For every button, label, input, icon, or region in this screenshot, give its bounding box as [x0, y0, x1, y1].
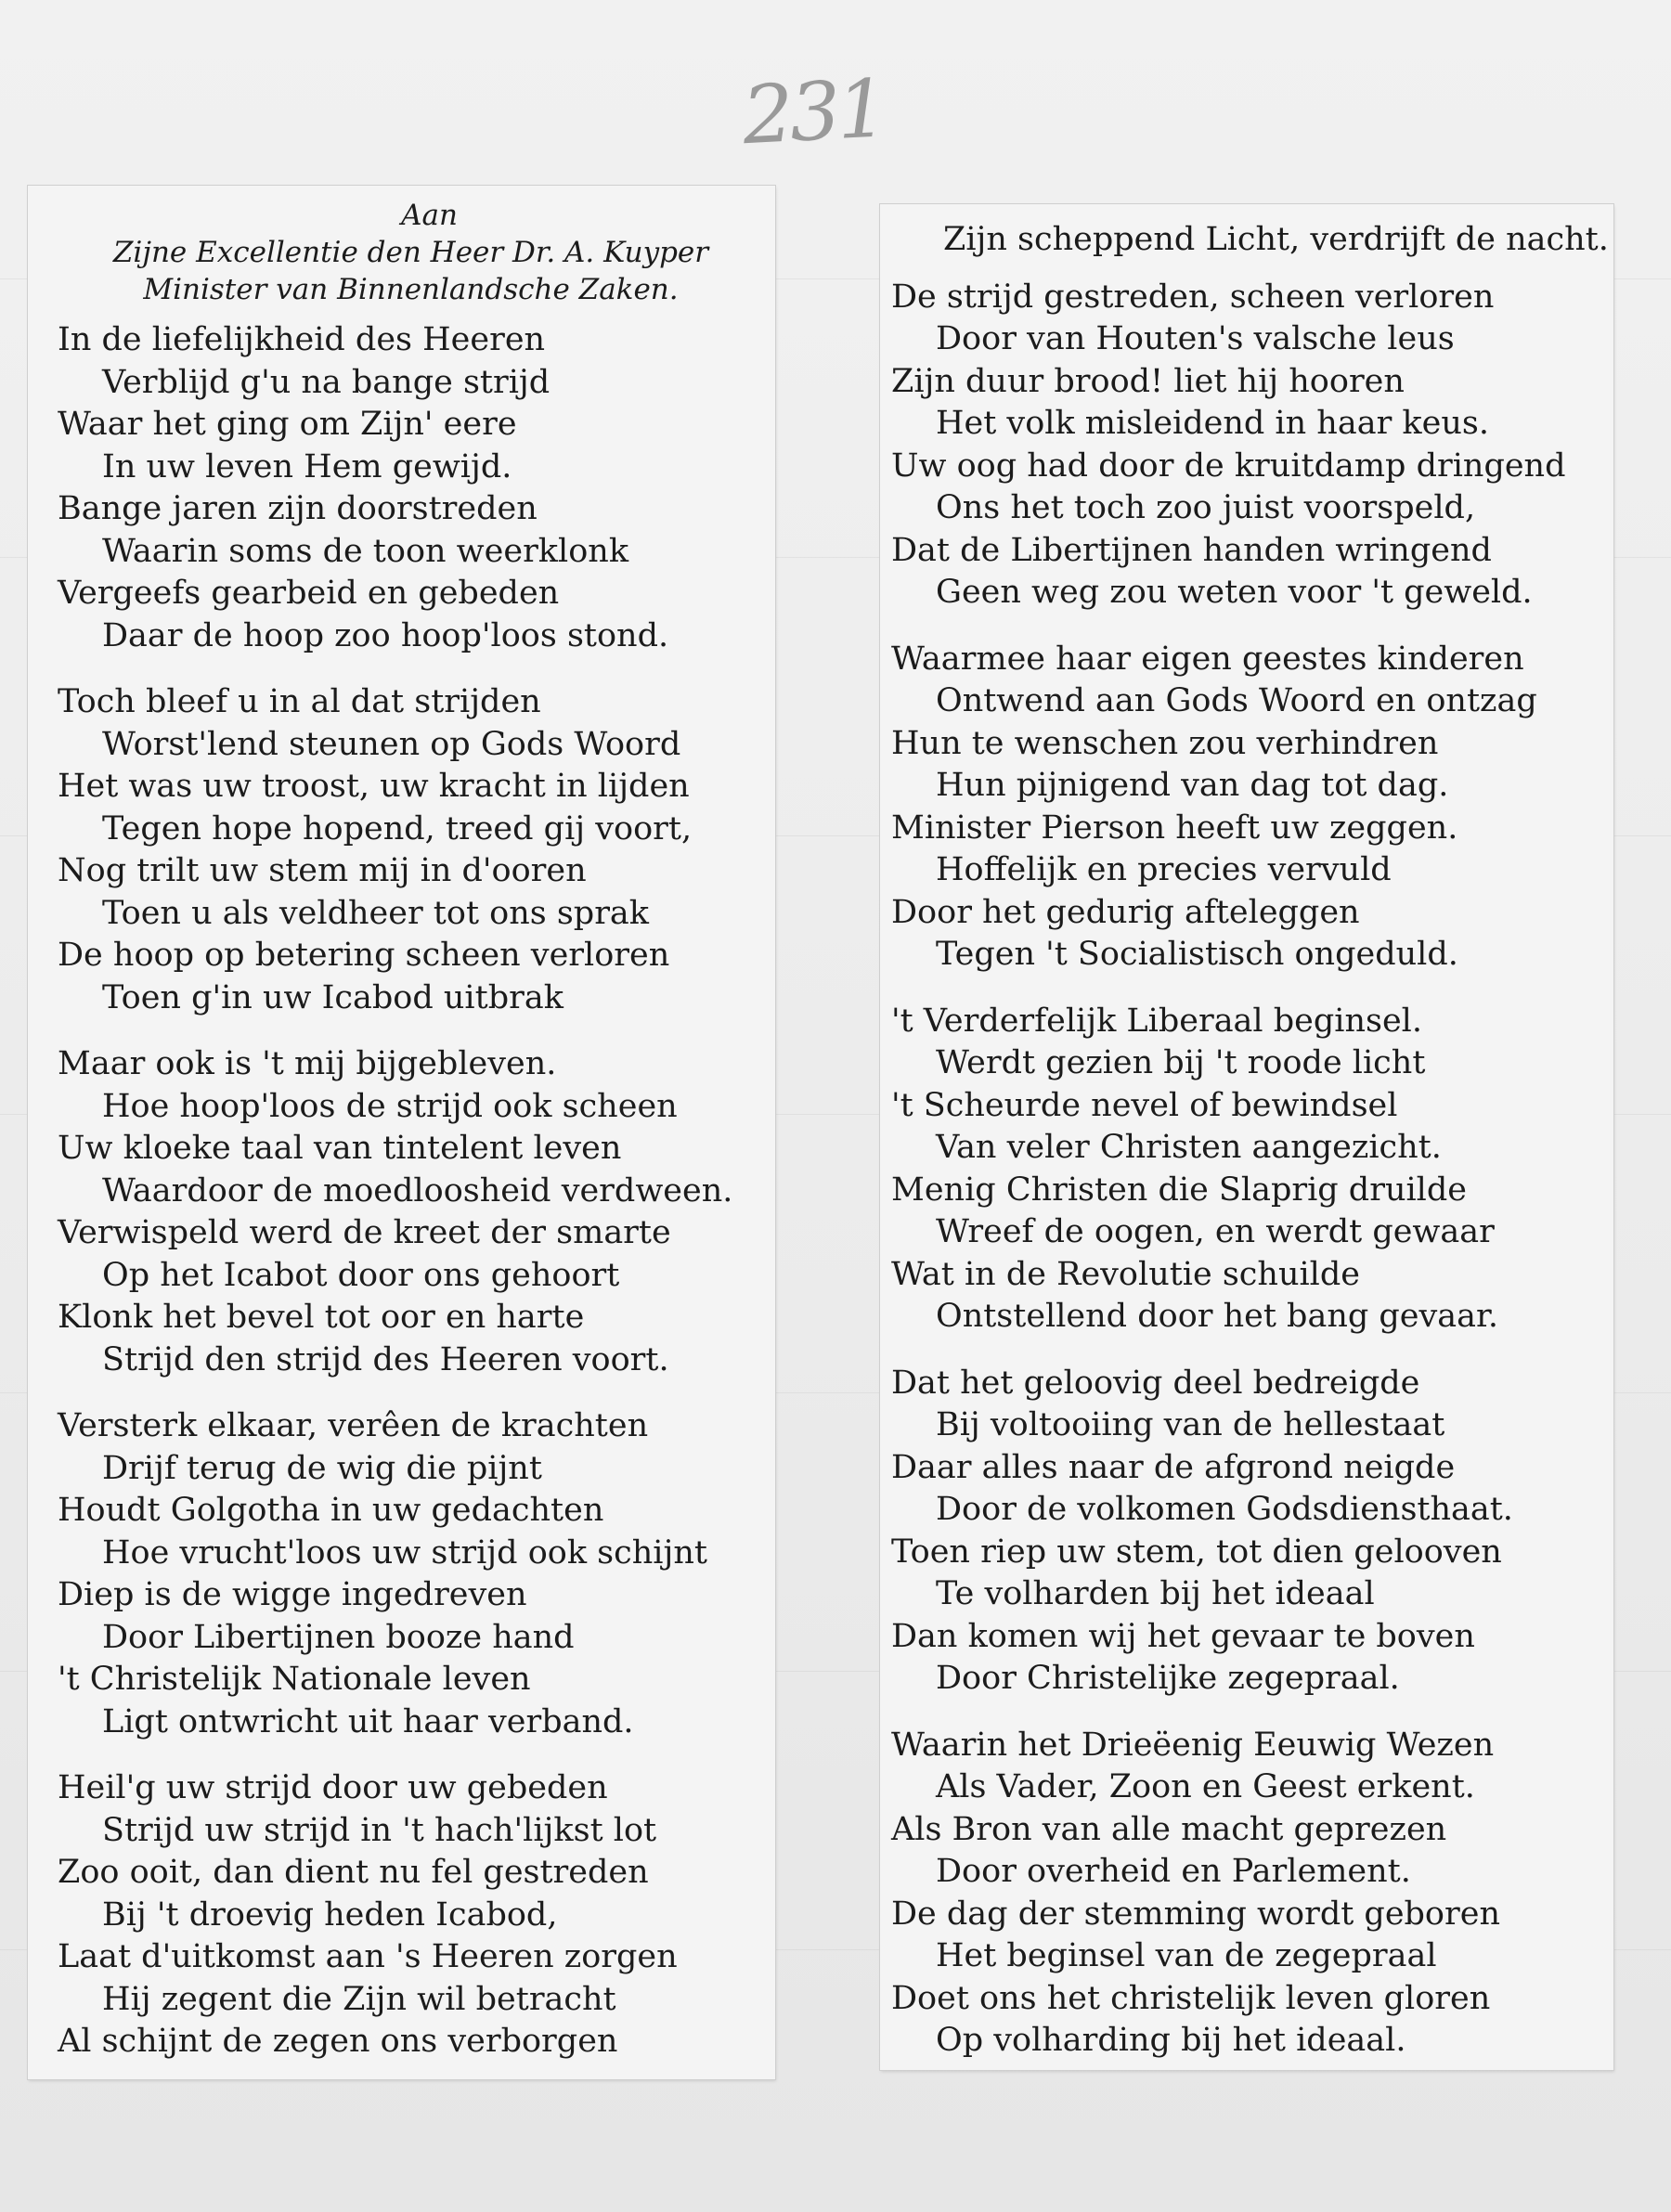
poem-line: Laat d'uitkomst aan 's Heeren zorgen — [58, 1938, 678, 1975]
stanza — [58, 1405, 775, 1743]
poem-line: Diep is de wigge ingedreven — [58, 1576, 527, 1613]
poem-line: Het was uw troost, uw kracht in lijden — [58, 768, 690, 805]
poem-line: Dan komen wij het gevaar te boven — [891, 1617, 1475, 1655]
newspaper-clipping-left — [28, 186, 775, 2079]
poem-line: Toch bleef u in al dat strijden — [58, 683, 541, 720]
newspaper-clipping-right — [880, 204, 1613, 2070]
poem-line: Ons het toch zoo juist voorspeld, — [936, 489, 1476, 526]
poem-line: De hoop op betering scheen verloren — [58, 937, 670, 974]
poem-line: Wat in de Revolutie schuilde — [891, 1255, 1360, 1293]
poem-line: Toen riep uw stem, tot dien gelooven — [891, 1533, 1502, 1571]
poem-line: Van veler Christen aangezicht. — [936, 1129, 1442, 1166]
poem-line: Wreef de oogen, en werdt gewaar — [936, 1213, 1495, 1250]
poem-line: Verblijd g'u na bange strijd — [102, 363, 551, 401]
poem-line: 't Verderfelijk Liberaal beginsel. — [891, 1002, 1422, 1040]
poem-line: Daar alles naar de afgrond neigde — [891, 1448, 1456, 1486]
poem-line: Op volharding bij het ideaal. — [936, 2022, 1406, 2059]
poem-line: 't Scheurde nevel of bewindsel — [891, 1086, 1398, 1124]
poem-line: Door Libertijnen booze hand — [102, 1618, 575, 1656]
poem-line: Hoffelijk en precies vervuld — [936, 851, 1392, 888]
poem-line: Geen weg zou weten voor 't geweld. — [936, 574, 1533, 611]
poem-line: Ligt ontwricht uit haar verband. — [102, 1702, 634, 1740]
poem-line: Daar de hoop zoo hoop'loos stond. — [102, 616, 669, 654]
poem-line: Waar het ging om Zijn' eere — [58, 406, 517, 443]
poem-line: Uw oog had door de kruitdamp dringend — [891, 446, 1566, 485]
poem-line: Hun te wenschen zou verhindren — [891, 724, 1439, 762]
poem-line: Strijd uw strijd in 't hach'lijkst lot — [102, 1811, 657, 1849]
poem-line: Hoe vrucht'loos uw strijd ook schijnt — [102, 1533, 707, 1572]
stanza — [891, 1725, 1613, 2063]
stanza — [891, 1363, 1613, 1701]
poem-line-continued: Zijn scheppend Licht, verdrijft de nacht. — [943, 221, 1609, 258]
poem-line: Menig Christen die Slaprig druilde — [891, 1171, 1467, 1209]
poem-line: Ontwend aan Gods Woord en ontzag — [936, 682, 1537, 719]
poem-line: Zijn duur brood! liet hij hooren — [891, 362, 1405, 400]
poem-line: Maar ook is 't mij bijgebleven. — [58, 1045, 557, 1082]
poem-line: Door van Houten's valsche leus — [936, 320, 1455, 357]
poem-column-left — [28, 186, 775, 2063]
poem-line: Drijf terug de wig die pijnt — [102, 1449, 542, 1487]
page-number: 231 — [740, 62, 887, 163]
poem-line: Uw kloeke taal van tintelent leven — [58, 1130, 622, 1167]
poem-line: Bange jaren zijn doorstreden — [58, 490, 538, 527]
poem-line: Als Bron van alle macht geprezen — [891, 1810, 1447, 1848]
poem-line: Werdt gezien bij 't roode licht — [936, 1044, 1426, 1081]
poem-line: Tegen hope hopend, treed gij voort, — [102, 809, 693, 847]
stanza — [891, 639, 1613, 977]
poem-column-right — [880, 204, 1613, 2063]
stanza — [58, 1767, 775, 2063]
poem-line: Klonk het bevel tot oor en harte — [58, 1299, 585, 1336]
poem-line: Strijd den strijd des Heeren voort. — [102, 1340, 669, 1378]
poem-line: Het beginsel van de zegepraal — [936, 1937, 1437, 1974]
poem-line: Door overheid en Parlement. — [936, 1853, 1411, 1890]
poem-line: Hij zegent die Zijn wil betracht — [102, 1980, 616, 2018]
poem-line: Waarin soms de toon weerklonk — [102, 532, 629, 570]
poem-line: Heil'g uw strijd door uw gebeden — [58, 1769, 608, 1806]
heading-addressee: Zijne Excellentie den Heer Dr. A. Kuyper — [112, 236, 709, 269]
poem-line: De dag der stemming wordt geboren — [891, 1895, 1500, 1933]
poem-line: Houdt Golgotha in uw gedachten — [58, 1492, 604, 1529]
poem-line: Te volharden bij het ideaal — [936, 1575, 1375, 1612]
poem-line: Nog trilt uw stem mij in d'ooren — [58, 852, 587, 889]
poem-line: Toen g'in uw Icabod uitbrak — [102, 978, 563, 1016]
poem-line: Al schijnt de zegen ons verborgen — [58, 2023, 618, 2060]
stanza — [58, 319, 775, 657]
poem-line: Versterk elkaar, verêen de krachten — [58, 1407, 649, 1444]
poem-line: Hun pijnigend van dag tot dag. — [936, 767, 1449, 804]
poem-line: Door de volkomen Godsdiensthaat. — [936, 1491, 1513, 1528]
poem-line: Het volk misleidend in haar keus. — [936, 405, 1489, 442]
poem-line: Hoe hoop'loos de strijd ook scheen — [102, 1087, 678, 1125]
poem-line: Verwispeld werd de kreet der smarte — [58, 1214, 671, 1251]
poem-line: Zoo ooit, dan dient nu fel gestreden — [58, 1854, 649, 1891]
poem-heading — [58, 197, 764, 308]
poem-line: In de liefelijkheid des Heeren — [58, 321, 546, 358]
poem-line: Bij 't droevig heden Icabod, — [102, 1895, 558, 1934]
poem-line: Dat de Libertijnen handen wringend — [891, 531, 1492, 569]
poem-line: 't Christelijk Nationale leven — [58, 1661, 531, 1698]
stanza — [58, 1043, 775, 1381]
poem-line: Minister Pierson heeft uw zeggen. — [891, 808, 1458, 847]
poem-line: Doet ons het christelijk leven gloren — [891, 1979, 1491, 2017]
poem-line: Toen u als veldheer tot ons sprak — [102, 894, 650, 932]
poem-line: Ontstellend door het bang gevaar. — [936, 1298, 1499, 1335]
stanza — [891, 277, 1613, 614]
poem-line: Waarmee haar eigen geestes kinderen — [891, 640, 1524, 678]
poem-line: Bij voltooiing van de hellestaat — [936, 1406, 1445, 1443]
poem-line: Vergeefs gearbeid en gebeden — [58, 575, 560, 612]
stanza — [58, 681, 775, 1019]
poem-line: Door Christelijke zegepraal. — [936, 1660, 1400, 1697]
poem-line: De strijd gestreden, scheen verloren — [891, 278, 1495, 316]
poem-line: Tegen 't Socialistisch ongeduld. — [936, 936, 1458, 973]
poem-line: Door het gedurig afteleggen — [891, 893, 1360, 931]
poem-line: Worst'lend steunen op Gods Woord — [102, 725, 681, 763]
poem-line: Waardoor de moedloosheid verdween. — [102, 1171, 733, 1209]
poem-line: Als Vader, Zoon en Geest erkent. — [936, 1768, 1475, 1805]
stanza — [891, 1001, 1613, 1339]
heading-office: Minister van Binnenlandsche Zaken. — [143, 273, 679, 306]
poem-line: Waarin het Drieëenig Eeuwig Wezen — [891, 1726, 1495, 1764]
poem-line: Dat het geloovig deel bedreigde — [891, 1364, 1420, 1402]
heading-aan: Aan — [401, 199, 458, 232]
poem-line: In uw leven Hem gewijd. — [102, 447, 512, 485]
poem-line: Op het Icabot door ons gehoort — [102, 1256, 620, 1294]
